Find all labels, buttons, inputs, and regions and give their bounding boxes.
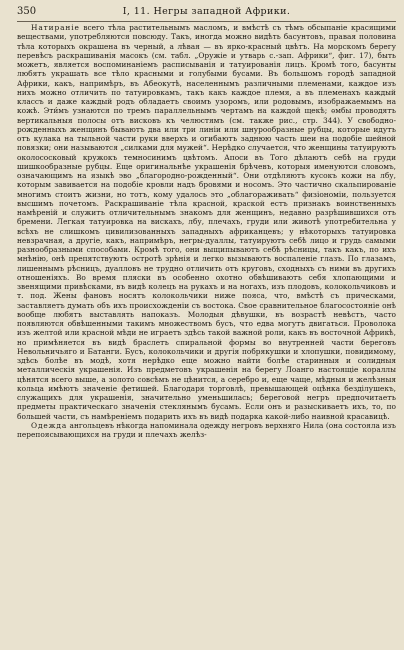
paragraph-text: ангольцевъ нѣкогда напоминала одежду негровъ верхняго Нила (она состояла изъ перепоясывающихся на груди и плечахъ желѣз-	[17, 420, 396, 439]
paragraph	[17, 421, 396, 440]
paragraph-lead-word: Натираніе	[31, 23, 80, 32]
paragraph-text: всего тѣла растительнымъ масломъ, и вмѣстѣ съ тѣмъ обсыпаніе красящими веществами, употребляются повсюду. Такъ, иногда можно видѣть басунтовъ, правая половина тѣла которыхъ окрашена въ черный, а лѣвая — въ ярко-красный цвѣтъ. На морскомъ берегу перевѣсъ раскрашиванія масокъ (см. табл. „Оружіе и утварь с.-зап. Африки“, фиг. 17), быть можетъ, является воспоминаніемъ расписыванія и татуированія лицъ. Кромѣ того, басунты любятъ украшать все тѣло красными и голубыми бусами. Въ большомъ городѣ западной Африки, какъ, напримѣръ, въ Абеокутѣ, населеннымъ различными племенами, каждое изъ нихъ можно отличить по татуировкамъ, такъ какъ каждое племя, а въ племенахъ каждый классъ и даже каждый родъ обладаетъ своимъ узоромъ, или родовымъ, изображаемымъ на кожѣ. Эти́мъ узнаются по тремъ параллельнымъ чертамъ на каждой щекѣ; ѳмбы проводятъ вертикальныя полосы отъ висковъ къ челюстямъ (см. также рис., стр. 344). У свободно-рожденныхъ женщинъ бываютъ два или три линіи или шнурообразные рубцы, которые идутъ отъ кулака на тыльной части руки вверхъ и огибаютъ заднюю часть шеи на подобіе шейной повязки; они называются „силками для мужей“. Нерѣдко случается, что женщины татуируютъ околососковый кружокъ темносинимъ цвѣтомъ. Апоси въ Того дѣлаютъ себѣ на груди шишкообразные рубцы. Еще оригинальнѣе украшенія брѣчевъ, которыя именуются словомъ, означающимъ на языкѣ эво „благородно-рожденный“. Они отдѣляютъ кусокъ кожи на лбу, которым завивается на подобіе кровли надъ бровями и носомъ. Это частично скальпированіе многимъ стоитъ жизни, но тотъ, кому удалось это „облагораживать“ физіономіи, пользуется высшимъ почетомъ. Раскрашиваніе тѣла красной, краской естъ признакъ воинственныхъ намѣреній и служитъ отличительнымъ знакомъ для женщинъ, недавно разрѣшившихся отъ бремени. Легкая татуировка на вискахъ, лбу, плечахъ, груди или животѣ употребительна у всѣхъ не слишкомъ цивилизованныхъ западныхъ африканцевъ; у нѣкоторыхъ татуировка невзрачная, а другіе, какъ, напримѣръ, негры-дуаллы, татуируютъ себѣ лицо и грудь самыми разнообразными способами. Кромѣ того, они выщипываютъ себѣ рѣсницы, такъ какъ, по ихъ мнѣнію, онѣ препятствуютъ остротѣ зрѣнія и легко вызываютъ воспаленіе глазъ. По глазамъ, лишеннымъ рѣсницъ, дуалловъ не трудно отличить отъ круговъ, сходныхъ съ ними въ другихъ отношеніяхъ. Во время пляски въ особенно охотно обвѣшиваютъ себя хлопающими и звенящими привѣсками, въ видѣ колецъ на рукахъ и на ногахъ, изъ плодовъ, колокольчиковъ и т. под. Жены фановъ носятъ колокольчики ниже пояса, что, вмѣстѣ съ прическами, заставляетъ думать объ ихъ происхожденіи съ востока. Свое сравнительное благосостояніе онѣ вообще любятъ выставлять напоказъ. Молодыя дѣвушки, въ возрастѣ невѣстъ, часто появляются обвѣшенными такимъ множествомъ бусъ, что едва могутъ двигаться. Проволока изъ желтой или красной мѣди не играетъ здѣсь такой важной роли, какъ въ восточной Африкѣ, но примѣняется въ видѣ браслетъ спиральной формы во внутренней части береговъ Невольничьяго и Батанги. Бусъ, колокольчики и другія побрякушки и хлопушки, повидимому, здѣсь болѣе въ модѣ, хотя нерѣдко еще можно найти болѣе старинныя и солидныя металлическія украшенія. Изъ предметовъ украшенія на берегу Лоанго настоящіе кораллы цѣнятся всего выше, а золото совсѣмъ не цѣнится, а серебро и, еще чаще, мѣдныя и желѣзныя кольца имѣютъ значеніе фетишей. Благодаря торговлѣ, превышающей оцѣнка безділушекъ, служащихъ для украшенія, значительно уменьшилась; береговой негръ предпочитаетъ предметы практическаго значенія стеклянымъ бусамъ. Если онъ и разыскиваетъ ихъ, то, по большей части, съ намѣреніемъ подарить ихъ въ видѣ подарка какой-либо наивной красавицѣ.	[17, 23, 396, 421]
body-text	[17, 23, 396, 648]
page-number: 350	[17, 6, 37, 17]
paragraph	[17, 23, 396, 421]
header-rule	[17, 21, 396, 22]
paragraph-lead-word: Одежда	[31, 420, 68, 430]
running-header	[17, 5, 396, 19]
running-title: I, 11. Негры западной Африки.	[122, 6, 291, 17]
